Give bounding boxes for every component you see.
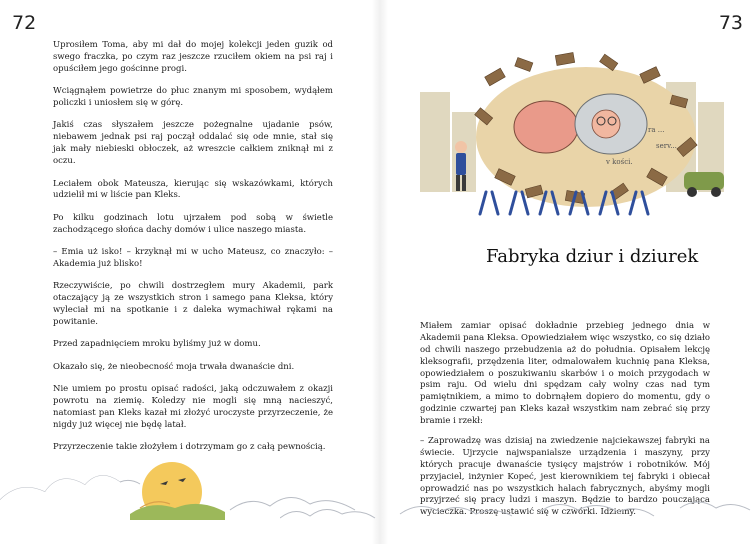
paragraph: Rzeczywiście, po chwili dostrzegłem mury Akademii, park otaczający ją ze wszystkich stron i samego pana Kleksa, który wyleciał mi na spotkanie i z daleka wymachiwał rękami na powitanie. (53, 281, 333, 328)
paragraph: Miałem zamiar opisać dokładnie przebieg jednego dnia w Akademii pana Kleksa. Opowiedziałem więc wszystko, co się działo od chwili naszego przebudzenia aż do południa. Opisałem lekcję kleksografii, przędzenia liter, odmalowałem kuchnię pana Kleksa, opowiedziałem o poszukiwaniu skarbów i o moich przygodach w psim raju. Od wielu dni spędzam cały wolny czas nad tym pamiętnikiem, a mimo to dobrnąłem dopiero do momentu, gdy o godzinie czwartej pan Kleks kazał wszystkim nam zebrać się przy bramie i rzekł: (420, 321, 710, 427)
illustration-text: serv... (656, 142, 677, 150)
pink-face (514, 101, 578, 153)
book-gutter (372, 0, 388, 544)
illustration-text: v kości. (606, 158, 633, 166)
paragraph: Nie umiem po prostu opisać radości, jaką odczuwałem z okazji powrotu na ziemię. Koledzy nie mogli się mną nacieszyć, natomiast pan Kleks kazał mi złożyć uroczyste przyrzeczenie, że nigdy już więcej nie będę latał. (53, 384, 333, 430)
cloud-decoration-right (280, 478, 755, 544)
chapter-title: Fabryka dziur i dziurek (486, 246, 699, 267)
illustration-text: ra ... (648, 126, 665, 134)
paragraph: Okazało się, że nieobecność moja trwała dwanaście dni. (53, 361, 295, 372)
paragraph: Po kilku godzinach lotu ujrzałem pod sobą w świetle zachodzącego słońca dachy domów i ulice naszego miasta. (53, 212, 333, 235)
page-number-right: 73 (718, 12, 743, 34)
paragraph: Wciągnąłem powietrze do płuc znanym mi sposobem, wydąłem policzki i uniosłem się w górę. (53, 86, 333, 109)
green-car (684, 172, 724, 190)
page-number-left: 72 (12, 12, 37, 34)
paragraph: Przyrzeczenie takie złożyłem i dotrzymam go z całą pewnością. (53, 442, 326, 453)
left-page-text (53, 40, 333, 465)
paragraph: – Zaprowadzę was dzisiaj na zwiedzenie najciekawszej fabryki na świecie. Ujrzycie najwspanialsze urządzenia i maszyny, przy których pracuje dwanaście tysięcy majstrów i robotników. Mój przyjaciel, inżynier Kopeć, jest kierownikiem tej fabryki i obiecał oprowadzić nas po wszystkich halach fabrycznych, abyśmy mogli przyjrzeć się pracy ludzi i maszyn. Będzie to bardzo pouczająca wycieczka. Proszę ustawić się w czwórki. Idziemy. (420, 436, 710, 518)
paragraph: Leciałem obok Mateusza, kierując się wskazówkami, których udzielił mi w liście pan Kleks. (53, 178, 333, 201)
sun-illustration (120, 448, 230, 520)
paragraph: – Emia uż isko! – krzyknął mi w ucho Mateusz, co znaczyło: – Akademia już blisko! (53, 247, 333, 269)
paragraph: Uprosiłem Toma, aby mi dał do mojej kolekcji jeden guzik od swego fraczka, po czym raz jeszcze rzuciłem okiem na psi raj i opuściłem jego gościnne progi. (53, 40, 333, 74)
chapter-illustration (416, 52, 728, 222)
paragraph: Jakiś czas słyszałem jeszcze pożegnalne ujadanie psów, niebawem jednak psi raj począł oddalać się ode mnie, stał się jak mały niebieski obłoczek, aż wreszcie całkiem zniknął mi z oczu. (53, 120, 333, 167)
paragraph: Przed zapadnięciem mroku byliśmy już w domu. (53, 339, 261, 350)
